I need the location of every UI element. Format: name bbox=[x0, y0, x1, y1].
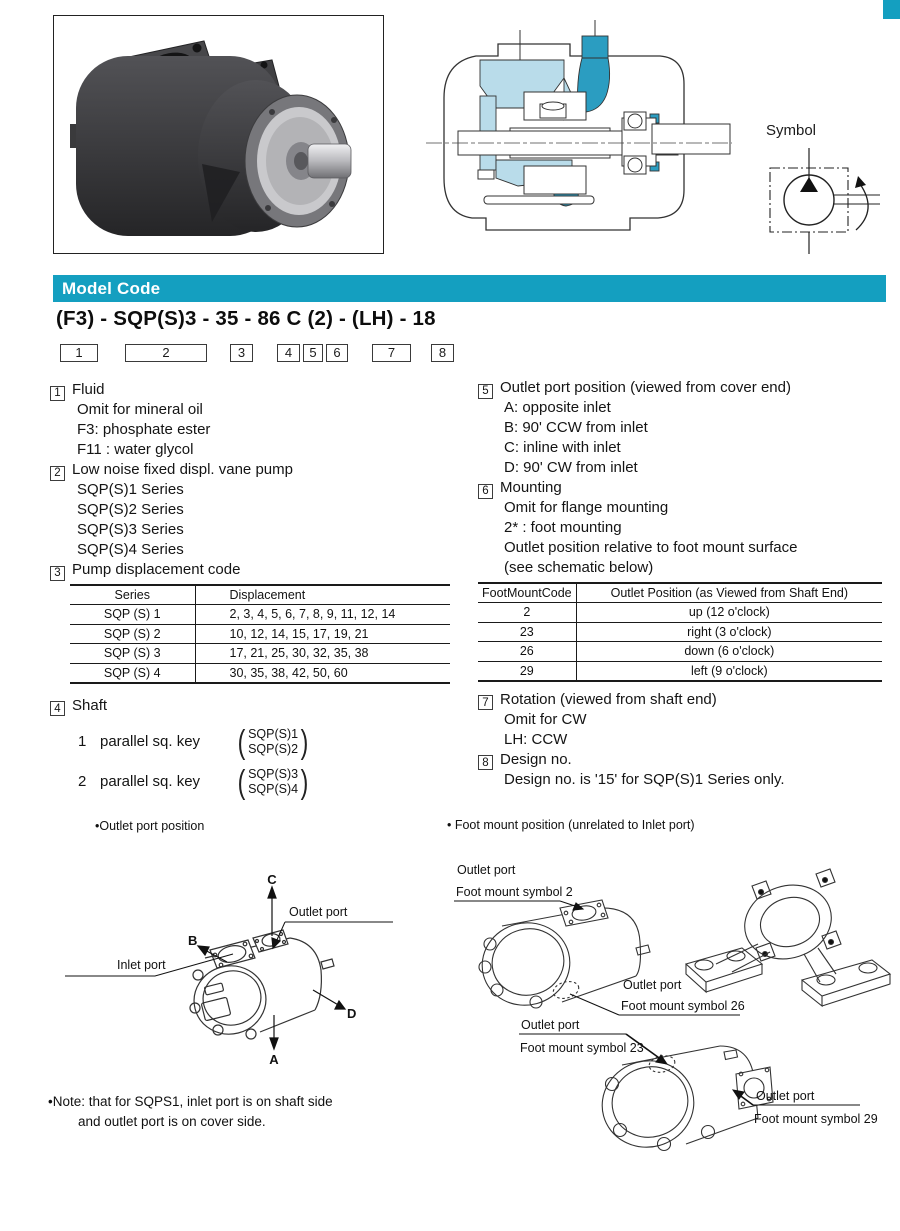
shaft-series-top: SQP(S)1 bbox=[248, 726, 299, 741]
section-title-text: Outlet port position (viewed from cover end) bbox=[500, 379, 791, 396]
foot-mount-pump-2 bbox=[592, 1046, 773, 1157]
inlet-port-label: Inlet port bbox=[117, 958, 166, 972]
outlet-position-diagram bbox=[55, 850, 395, 1080]
fluid-line: Omit for mineral oil bbox=[77, 401, 203, 418]
rotation-line: LH: CCW bbox=[504, 730, 568, 748]
cell-displacement: 17, 21, 25, 30, 32, 35, 38 bbox=[195, 644, 450, 664]
design-line: Design no. is '15' for SQP(S)1 Series only. bbox=[504, 770, 785, 788]
section-number-8: 8 bbox=[478, 755, 493, 770]
hydraulic-pump-symbol bbox=[752, 146, 882, 254]
table-row bbox=[70, 624, 450, 644]
cell-position: down (6 o'clock) bbox=[576, 642, 882, 662]
shaft-series-group bbox=[236, 765, 310, 798]
section-displacement-title bbox=[50, 560, 468, 580]
pump-cross-section-diagram bbox=[422, 20, 737, 258]
symbol-label: Symbol bbox=[766, 122, 817, 139]
pump-series-line: SQP(S)1 Series bbox=[77, 481, 184, 498]
displacement-table bbox=[70, 584, 450, 684]
cell-series: SQP (S) 3 bbox=[70, 644, 195, 664]
table-row bbox=[478, 603, 882, 623]
close-paren: ) bbox=[300, 723, 309, 760]
code-box-1: 1 bbox=[60, 344, 98, 362]
table-header-row bbox=[70, 585, 450, 605]
section-title-text: Fluid bbox=[72, 381, 105, 398]
section-title-text: Rotation (viewed from shaft end) bbox=[500, 690, 717, 708]
code-box-6: 6 bbox=[326, 344, 348, 362]
arrow-label-c: C bbox=[267, 872, 277, 887]
section-number-4: 4 bbox=[50, 701, 65, 716]
outlet-position-caption: •Outlet port position bbox=[95, 819, 205, 833]
section-mounting-title bbox=[478, 478, 890, 498]
table-row bbox=[478, 642, 882, 662]
foot-mount-pump-1 bbox=[473, 900, 650, 1015]
foot-mount-label-port-23: Outlet port bbox=[521, 1018, 580, 1032]
note-line-1: •Note: that for SQPS1, inlet port is on shaft side bbox=[48, 1094, 333, 1109]
section-number-5: 5 bbox=[478, 384, 493, 399]
fluid-line: F11 : water glycol bbox=[77, 441, 194, 458]
left-column bbox=[50, 380, 468, 802]
foot-mount-table bbox=[478, 582, 882, 682]
foot-mount-image bbox=[440, 852, 900, 1177]
shaft-code: 1 bbox=[78, 733, 87, 750]
section-number-2: 2 bbox=[50, 466, 65, 481]
section-fluid-title bbox=[50, 380, 468, 400]
shaft-option-2 bbox=[78, 762, 468, 802]
cell-series: SQP (S) 1 bbox=[70, 605, 195, 625]
mounting-line: 2* : foot mounting bbox=[504, 519, 622, 536]
col-header: Outlet Position (as Viewed from Shaft End) bbox=[576, 583, 882, 603]
code-box-7: 7 bbox=[372, 344, 411, 362]
open-paren: ( bbox=[237, 763, 246, 800]
section-rotation-title bbox=[478, 690, 890, 710]
foot-mount-label-symbol-2: Foot mount symbol 2 bbox=[456, 885, 573, 899]
foot-mount-label-port-2: Outlet port bbox=[457, 863, 516, 877]
code-box-5: 5 bbox=[303, 344, 323, 362]
cell-code: 2 bbox=[478, 603, 576, 623]
mounting-line: Outlet position relative to foot mount surface bbox=[504, 539, 798, 556]
foot-mount-label-port-26: Outlet port bbox=[623, 978, 682, 992]
shaft-series-bottom: SQP(S)4 bbox=[248, 781, 299, 796]
pump-photo-image bbox=[54, 16, 382, 252]
cell-series: SQP (S) 2 bbox=[70, 624, 195, 644]
outlet-line: D: 90' CW from inlet bbox=[504, 459, 638, 476]
section-number-6: 6 bbox=[478, 484, 493, 499]
foot-mount-label-port-29: Outlet port bbox=[756, 1089, 815, 1103]
foot-mount-label-symbol-23: Foot mount symbol 23 bbox=[520, 1041, 644, 1055]
pump-series-line: SQP(S)2 Series bbox=[77, 501, 184, 518]
table-row bbox=[478, 622, 882, 642]
outlet-line: B: 90' CCW from inlet bbox=[504, 419, 648, 436]
rotation-line: Omit for CW bbox=[504, 710, 587, 728]
cell-code: 23 bbox=[478, 622, 576, 642]
section-title-text: Mounting bbox=[500, 479, 562, 496]
foot-mount-caption: • Foot mount position (unrelated to Inlet port) bbox=[447, 818, 695, 832]
table-row bbox=[70, 663, 450, 683]
foot-bracket bbox=[686, 869, 890, 1006]
fluid-line: F3: phosphate ester bbox=[77, 421, 211, 438]
hydraulic-symbol-image bbox=[752, 146, 882, 254]
mounting-line: (see schematic below) bbox=[504, 559, 654, 576]
outlet-line: A: opposite inlet bbox=[504, 399, 611, 416]
cell-position: left (9 o'clock) bbox=[576, 661, 882, 681]
shaft-series-group bbox=[236, 725, 310, 758]
section-title-text: Design no. bbox=[500, 750, 572, 768]
shaft-code: 2 bbox=[78, 773, 87, 790]
close-paren: ) bbox=[300, 763, 309, 800]
code-box-3: 3 bbox=[230, 344, 253, 362]
pump-photo bbox=[53, 15, 384, 254]
shaft-label: parallel sq. key bbox=[100, 773, 201, 790]
foot-mount-label-symbol-29: Foot mount symbol 29 bbox=[754, 1112, 878, 1126]
cell-code: 26 bbox=[478, 642, 576, 662]
section-pump-title bbox=[50, 460, 468, 480]
code-box-2: 2 bbox=[125, 344, 207, 362]
table-row bbox=[70, 605, 450, 625]
shaft-series-top: SQP(S)3 bbox=[248, 766, 299, 781]
section-title-text: Shaft bbox=[72, 696, 108, 714]
cell-position: right (3 o'clock) bbox=[576, 622, 882, 642]
note-line-2: and outlet port is on cover side. bbox=[78, 1114, 266, 1129]
table-row bbox=[478, 661, 882, 681]
cell-displacement: 30, 35, 38, 42, 50, 60 bbox=[195, 663, 450, 683]
section-title-text: Low noise fixed displ. vane pump bbox=[72, 461, 293, 478]
right-column bbox=[478, 378, 890, 790]
arrow-label-d: D bbox=[347, 1006, 357, 1021]
cell-code: 29 bbox=[478, 661, 576, 681]
arrow-label-a: A bbox=[269, 1052, 279, 1067]
outlet-position-image bbox=[55, 850, 395, 1080]
model-code-string: (F3) - SQP(S)3 - 35 - 86 C (2) - (LH) - 18 bbox=[56, 307, 436, 330]
foot-mount-diagram bbox=[440, 852, 900, 1177]
pump-series-line: SQP(S)3 Series bbox=[77, 521, 184, 538]
section-number-1: 1 bbox=[50, 386, 65, 401]
shaft-series-bottom: SQP(S)2 bbox=[248, 741, 299, 756]
shaft-option-1 bbox=[78, 722, 468, 762]
col-header: Series bbox=[70, 585, 195, 605]
open-paren: ( bbox=[237, 723, 246, 760]
section-design-title bbox=[478, 750, 890, 770]
page-corner-tab bbox=[883, 0, 900, 19]
foot-mount-label-symbol-26: Foot mount symbol 26 bbox=[621, 999, 745, 1013]
code-box-4: 4 bbox=[277, 344, 300, 362]
sqps1-note bbox=[48, 1092, 333, 1132]
cell-series: SQP (S) 4 bbox=[70, 663, 195, 683]
section-number-3: 3 bbox=[50, 566, 65, 581]
cross-section-image bbox=[422, 20, 737, 258]
section-title-text: Pump displacement code bbox=[72, 561, 241, 578]
section-number-7: 7 bbox=[478, 695, 493, 710]
section-outlet-title bbox=[478, 378, 890, 398]
pump-series-line: SQP(S)4 Series bbox=[77, 541, 184, 558]
cell-position: up (12 o'clock) bbox=[576, 603, 882, 623]
section-shaft-title bbox=[50, 696, 468, 716]
table-header-row bbox=[478, 583, 882, 603]
table-row bbox=[70, 644, 450, 664]
outlet-line: C: inline with inlet bbox=[504, 439, 621, 456]
arrow-label-b: B bbox=[188, 933, 198, 948]
cell-displacement: 2, 3, 4, 5, 6, 7, 8, 9, 11, 12, 14 bbox=[195, 605, 450, 625]
code-box-8: 8 bbox=[431, 344, 454, 362]
model-code-header: Model Code bbox=[53, 275, 886, 302]
cell-displacement: 10, 12, 14, 15, 17, 19, 21 bbox=[195, 624, 450, 644]
mounting-line: Omit for flange mounting bbox=[504, 499, 669, 516]
shaft-label: parallel sq. key bbox=[100, 733, 201, 750]
col-header: FootMountCode bbox=[478, 583, 576, 603]
col-header: Displacement bbox=[195, 585, 450, 605]
outlet-port-label: Outlet port bbox=[289, 905, 348, 919]
